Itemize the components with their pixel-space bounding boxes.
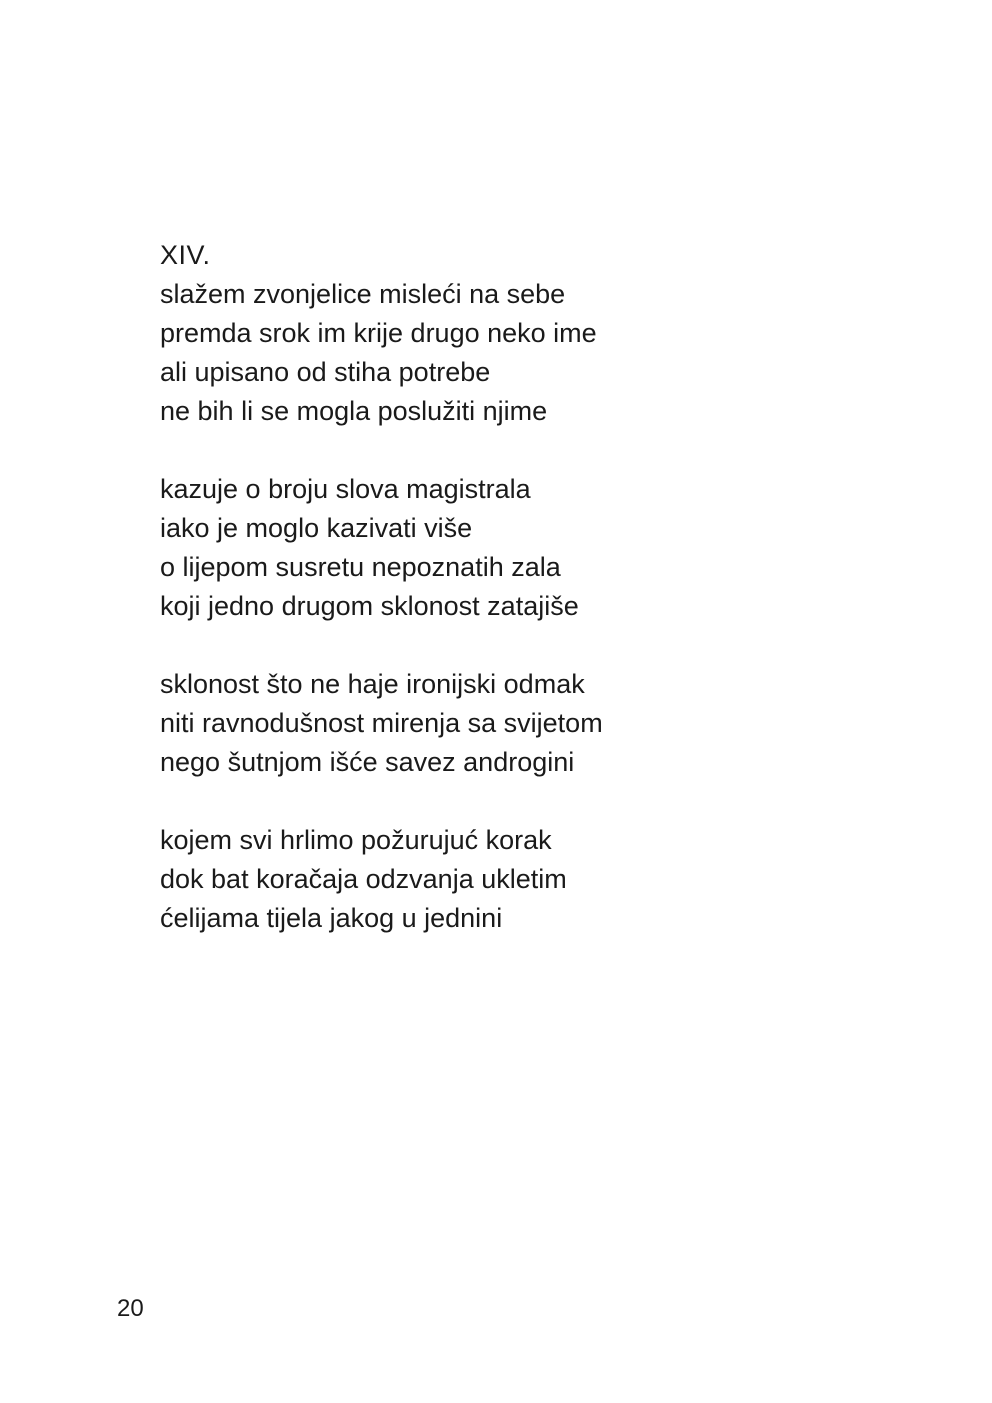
stanza-2 — [160, 470, 860, 626]
verse-line: dok bat koračaja odzvanja ukletim — [160, 864, 567, 894]
verse-line: iako je moglo kazivati više — [160, 513, 473, 543]
verse-line: kazuje o broju slova magistrala — [160, 474, 531, 504]
stanza-4 — [160, 821, 860, 938]
verse-line: ćelijama tijela jakog u jednini — [160, 903, 503, 933]
verse-line: o lijepom susretu nepoznatih zala — [160, 552, 561, 582]
verse-line: nego šutnjom išće savez androgini — [160, 747, 575, 777]
verse-line: premda srok im krije drugo neko ime — [160, 318, 597, 348]
poem — [160, 236, 860, 938]
verse-line: koji jedno drugom sklonost zatajiše — [160, 591, 579, 621]
verse-line: sklonost što ne haje ironijski odmak — [160, 669, 585, 699]
page-number: 20 — [117, 1295, 144, 1322]
poem-title: XIV. — [160, 240, 211, 270]
verse-line: ali upisano od stiha potrebe — [160, 357, 491, 387]
verse-line: niti ravnodušnost mirenja sa svijetom — [160, 708, 603, 738]
verse-line: ne bih li se mogla poslužiti njime — [160, 396, 548, 426]
verse-line: slažem zvonjelice misleći na sebe — [160, 279, 566, 309]
stanza-3 — [160, 665, 860, 782]
verse-line: kojem svi hrlimo požurujuć korak — [160, 825, 552, 855]
stanza-1 — [160, 275, 860, 431]
